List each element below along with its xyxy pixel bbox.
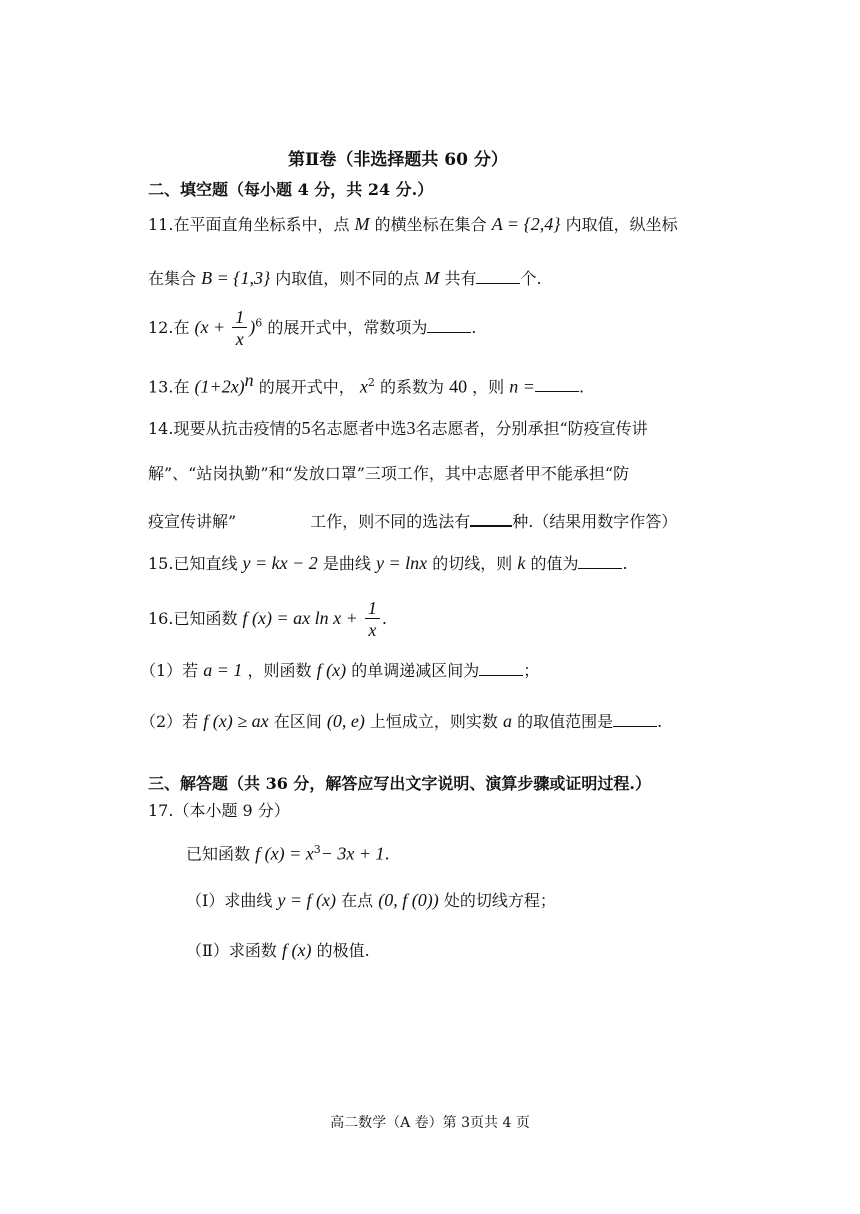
question-14-line-2: 解”、“站岗执勤”和“发放口罩”三项工作，其中志愿者甲不能承担“防 (148, 464, 630, 483)
question-14-line-1: 14.现要从抗击疫情的5名志愿者中选3名志愿者，分别承担“防疫宣传讲 (148, 418, 648, 438)
section-solution-heading: 三、解答题（共 36 分，解答应写出文字说明、演算步骤或证明过程.） (148, 774, 651, 793)
question-11-line-1: 11.在平面直角坐标系中，点 M 的横坐标在集合 A = {2,4} 内取值，纵坐标 (148, 214, 678, 234)
question-15: 15.已知直线 y = kx − 2 是曲线 y = lnx 的切线，则 k 的值为 . (148, 553, 628, 573)
question-16: 16.已知函数 f (x) = ax ln x + $\frac{1}{x}$ . (148, 598, 387, 640)
page-footer: 高二数学（A 卷）第 3页共 4 页 (330, 1115, 530, 1131)
answer-blank-13[interactable] (535, 376, 579, 392)
question-13: 13.在 $(1+2x)^n$ 的展开式中， $x^2$ 的系数为 40 ，则 n = . (148, 370, 585, 397)
question-17-part-2: （Ⅱ）求函数 f (x) 的极值. (186, 940, 370, 960)
answer-blank-16-1[interactable] (479, 660, 523, 676)
fraction-one-over-x: $\frac{1}{x}$ (365, 598, 380, 641)
answer-blank-15[interactable] (578, 553, 622, 569)
question-16-part-1: （1）若 a = 1 ，则函数 f (x) 的单调递减区间为 ； (140, 660, 540, 680)
question-17-stem: 已知函数 f $(x) = x^3- 3x + 1$. (186, 843, 390, 864)
question-14-line-3: 疫宣传讲解” 工作，则不同的选法有 种.（结果用数字作答） (148, 512, 678, 531)
question-12: 12.在 (x + $\frac{1}{x}$ )$^6$ 的展开式中，常数项为 . (148, 307, 477, 349)
fraction-one-over-x: $\frac{1}{x}$ (232, 307, 247, 350)
question-16-part-2: （2）若 f (x) ≥ ax 在区间 (0, e) 上恒成立，则实数 a 的取值范围是 . (140, 711, 663, 731)
answer-blank-16-2[interactable] (613, 711, 657, 727)
answer-blank-12[interactable] (427, 317, 471, 333)
question-11-line-2: 在集合 B = {1,3} 内取值，则不同的点 M 共有 个. (148, 268, 542, 288)
part-title: 第Ⅱ卷（非选择题共 60 分） (288, 150, 508, 170)
section-fill-in-heading: 二、填空题（每小题 4 分，共 24 分.） (148, 180, 434, 199)
answer-blank-11[interactable] (476, 268, 520, 284)
answer-blank-14[interactable] (470, 510, 512, 527)
set-a: A = {2,4} (491, 214, 561, 234)
question-17-part-1: （Ⅰ）求曲线 y = f (x) 在点 (0, f (0)) 处的切线方程； (186, 890, 556, 910)
set-b: B = {1,3} (201, 268, 271, 288)
question-17-heading: 17.（本小题 9 分） (148, 801, 290, 820)
